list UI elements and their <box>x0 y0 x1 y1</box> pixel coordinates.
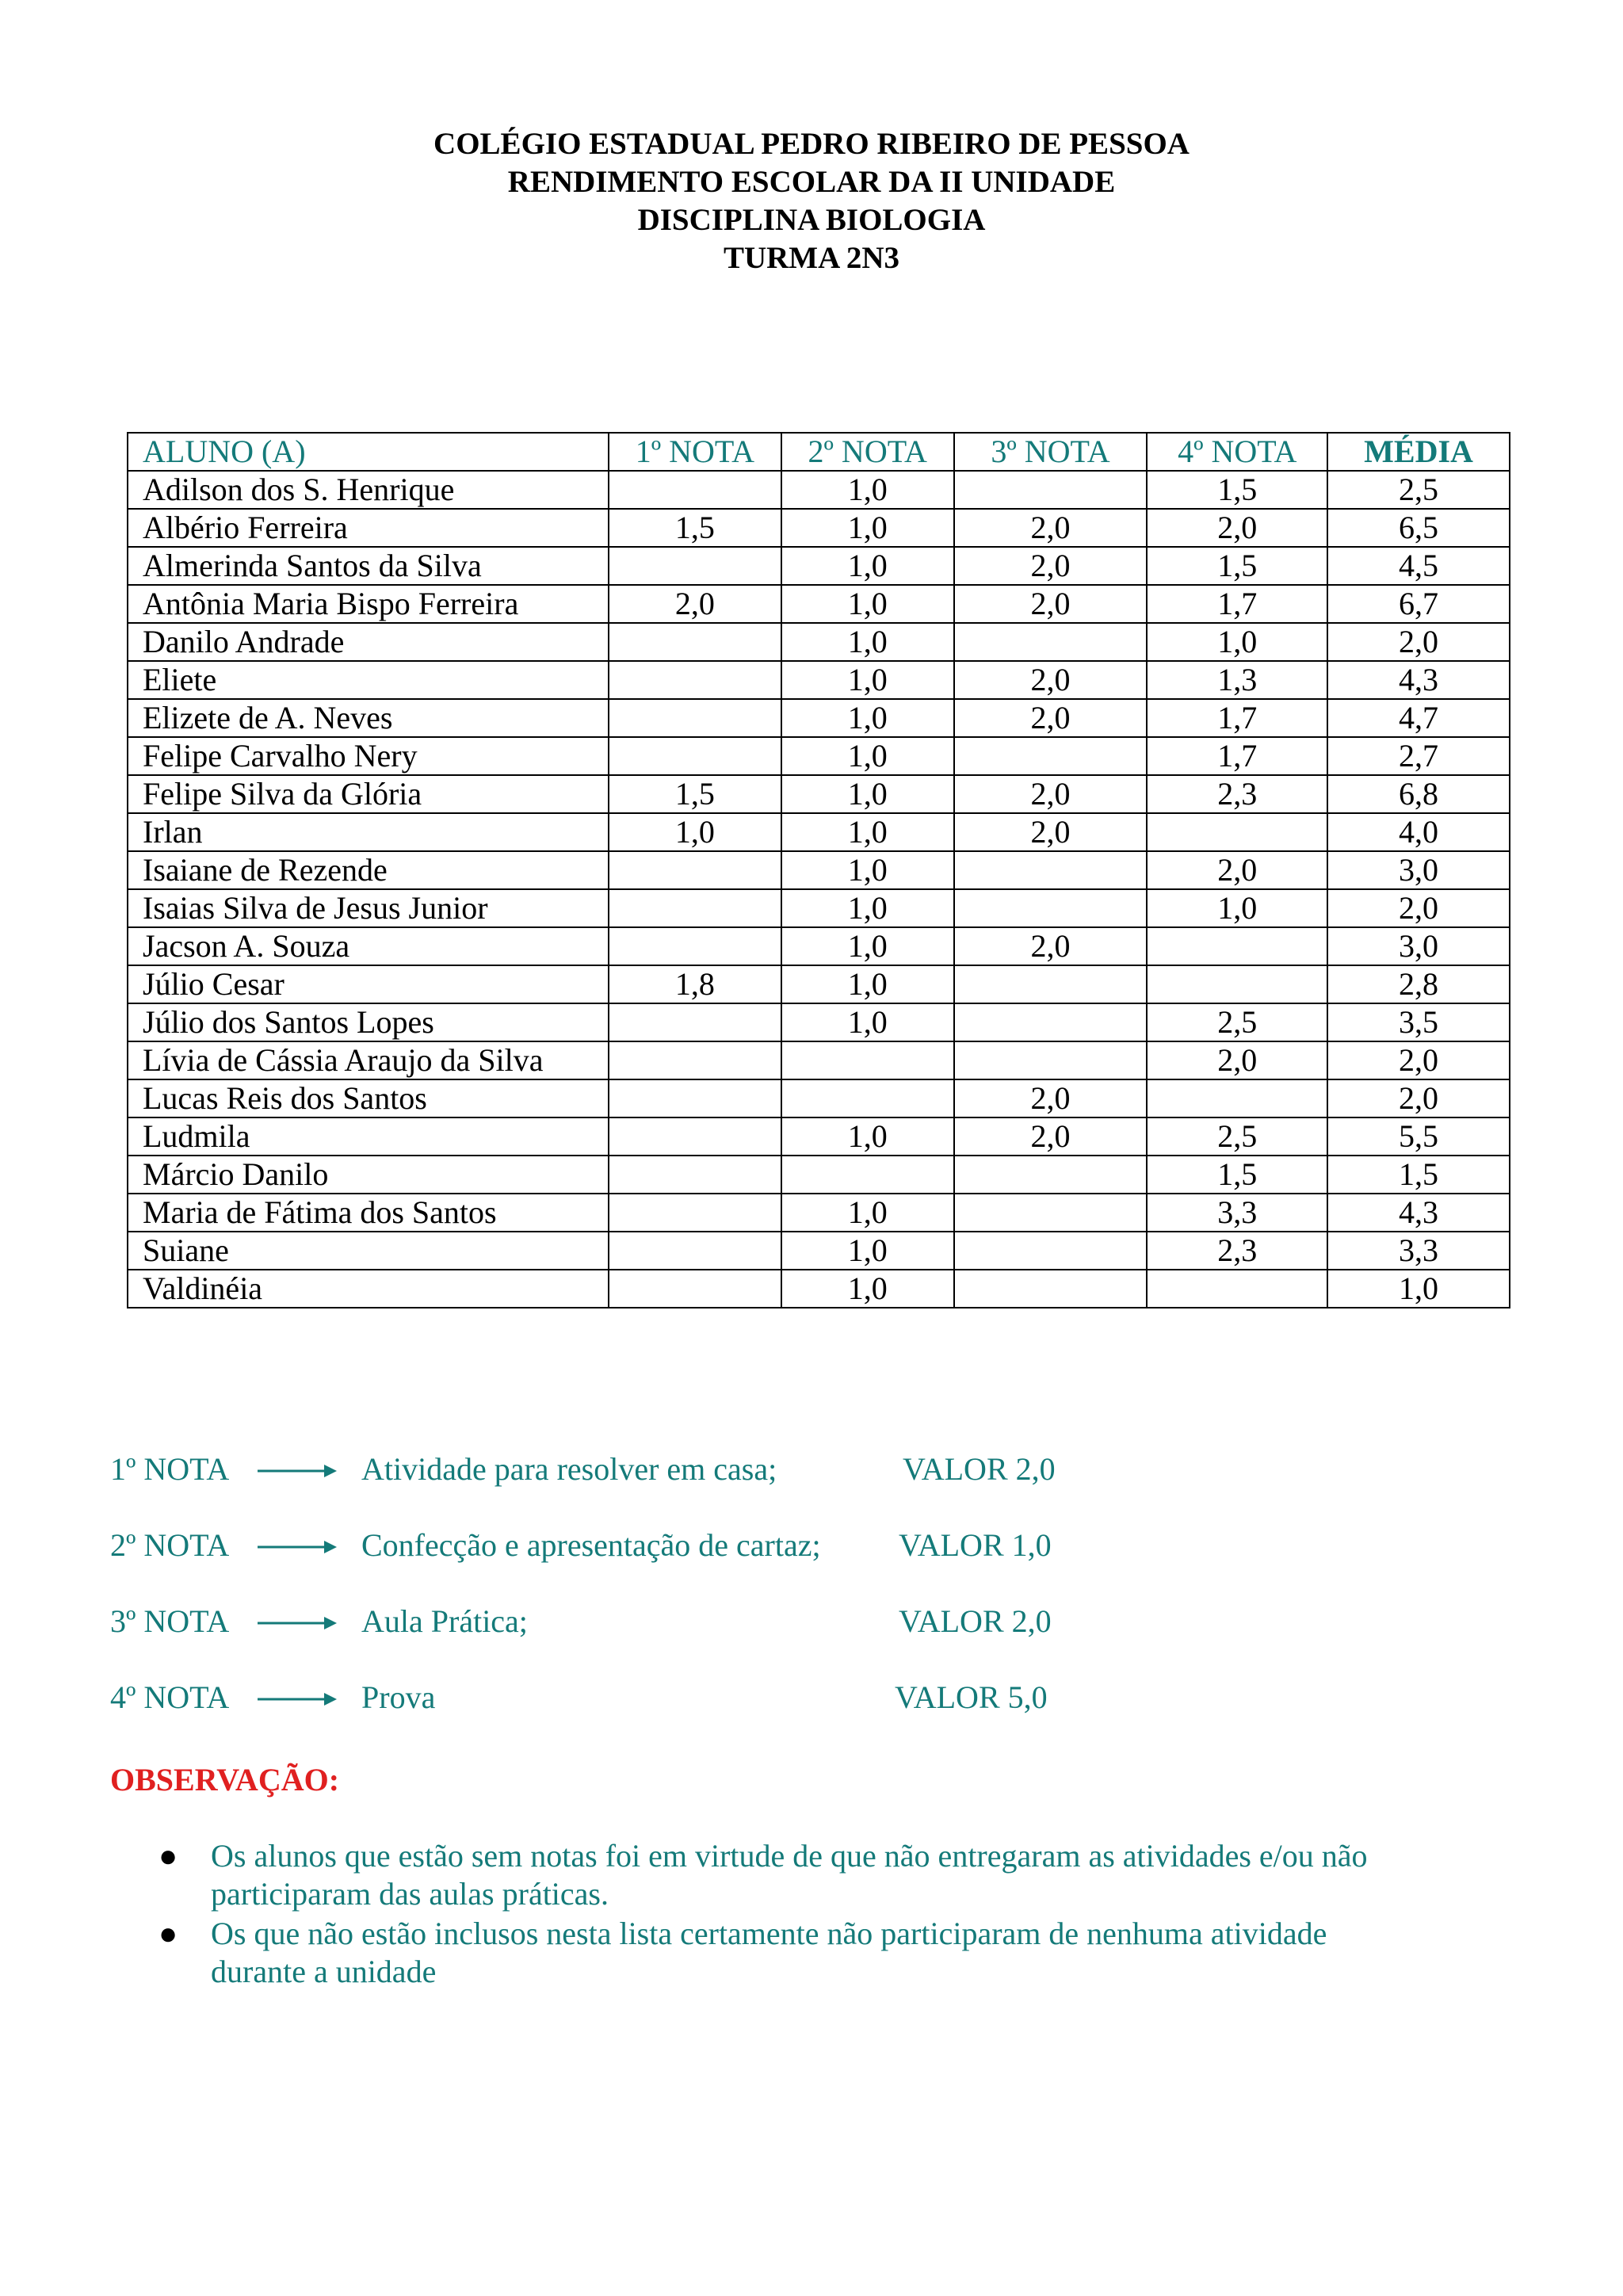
bullet-icon: ● <box>158 1838 178 1874</box>
average-cell: 4,3 <box>1327 1194 1510 1232</box>
grade-4-cell: 1,0 <box>1147 889 1327 927</box>
grade-3-cell: 2,0 <box>954 813 1148 851</box>
grade-3-cell <box>954 737 1148 775</box>
grade-1-cell <box>609 661 781 699</box>
table-row <box>128 1079 1510 1117</box>
grade-1-cell <box>609 1194 781 1232</box>
average-cell: 2,0 <box>1327 623 1510 661</box>
grade-3-cell: 2,0 <box>954 585 1148 623</box>
grade-2-cell: 1,0 <box>781 851 954 889</box>
grade-4-cell: 1,5 <box>1147 1156 1327 1194</box>
table-row <box>128 623 1510 661</box>
table-row <box>128 965 1510 1003</box>
grade-2-cell: 1,0 <box>781 699 954 737</box>
grade-1-cell <box>609 1232 781 1270</box>
average-cell: 2,5 <box>1327 471 1510 509</box>
observation-list <box>158 1837 1411 1992</box>
grade-1-cell <box>609 851 781 889</box>
grade-1-cell <box>609 927 781 965</box>
student-name-cell: Elizete de A. Neves <box>128 699 609 737</box>
observation-text: Os que não estão inclusos nesta lista certamente não participaram de nenhuma atividade durante a unidade <box>211 1916 1327 1989</box>
grade-3-cell <box>954 1041 1148 1079</box>
grade-2-cell: 1,0 <box>781 623 954 661</box>
grade-2-cell: 1,0 <box>781 661 954 699</box>
grades-table-body <box>128 471 1510 1308</box>
average-cell: 1,0 <box>1327 1270 1510 1308</box>
grade-1-cell <box>609 471 781 509</box>
table-row <box>128 1003 1510 1041</box>
grade-2-cell: 1,0 <box>781 471 954 509</box>
student-name-cell: Eliete <box>128 661 609 699</box>
average-cell: 3,0 <box>1327 927 1510 965</box>
grade-4-cell: 1,3 <box>1147 661 1327 699</box>
grade-1-cell: 1,5 <box>609 509 781 547</box>
header-student: ALUNO (A) <box>128 433 609 471</box>
student-name-cell: Ludmila <box>128 1117 609 1156</box>
grade-4-cell: 1,0 <box>1147 623 1327 661</box>
grade-2-cell: 1,0 <box>781 737 954 775</box>
table-row <box>128 1156 1510 1194</box>
grade-2-cell: 1,0 <box>781 965 954 1003</box>
grade-3-cell <box>954 851 1148 889</box>
table-row <box>128 775 1510 813</box>
average-cell: 5,5 <box>1327 1117 1510 1156</box>
student-name-cell: Isaiane de Rezende <box>128 851 609 889</box>
average-cell: 4,7 <box>1327 699 1510 737</box>
student-name-cell: Felipe Silva da Glória <box>128 775 609 813</box>
average-cell: 4,0 <box>1327 813 1510 851</box>
grade-1-cell <box>609 889 781 927</box>
legend-value: VALOR 5,0 <box>895 1679 1048 1715</box>
grade-2-cell: 1,0 <box>781 1194 954 1232</box>
grade-4-cell: 1,7 <box>1147 737 1327 775</box>
grade-1-cell <box>609 623 781 661</box>
grade-3-cell <box>954 889 1148 927</box>
average-cell: 4,5 <box>1327 547 1510 585</box>
arrow-right-icon <box>258 1614 337 1633</box>
grade-3-cell: 2,0 <box>954 547 1148 585</box>
grade-4-cell: 1,5 <box>1147 547 1327 585</box>
document-header <box>0 125 1623 277</box>
arrow-right-icon <box>258 1538 337 1557</box>
average-cell: 3,3 <box>1327 1232 1510 1270</box>
grade-2-cell <box>781 1079 954 1117</box>
average-cell: 2,0 <box>1327 1041 1510 1079</box>
grade-4-cell: 2,0 <box>1147 851 1327 889</box>
student-name-cell: Almerinda Santos da Silva <box>128 547 609 585</box>
student-name-cell: Júlio Cesar <box>128 965 609 1003</box>
legend-description: Prova <box>361 1679 436 1715</box>
grade-2-cell: 1,0 <box>781 889 954 927</box>
grade-3-cell <box>954 623 1148 661</box>
grade-3-cell: 2,0 <box>954 661 1148 699</box>
grade-3-cell: 2,0 <box>954 775 1148 813</box>
legend-label: 3º NOTA <box>110 1603 230 1639</box>
legend-row <box>110 1603 1299 1679</box>
legend-label: 2º NOTA <box>110 1527 230 1563</box>
legend-label: 4º NOTA <box>110 1679 230 1715</box>
student-name-cell: Márcio Danilo <box>128 1156 609 1194</box>
grade-1-cell: 1,0 <box>609 813 781 851</box>
grade-4-cell <box>1147 1270 1327 1308</box>
header-grade-2: 2º NOTA <box>781 433 954 471</box>
grade-1-cell <box>609 1003 781 1041</box>
average-cell: 6,8 <box>1327 775 1510 813</box>
grade-3-cell <box>954 1194 1148 1232</box>
grade-4-cell: 2,0 <box>1147 509 1327 547</box>
table-row <box>128 585 1510 623</box>
student-name-cell: Valdinéia <box>128 1270 609 1308</box>
grade-4-cell <box>1147 813 1327 851</box>
table-row <box>128 1041 1510 1079</box>
grade-2-cell: 1,0 <box>781 585 954 623</box>
legend-value: VALOR 2,0 <box>903 1451 1056 1487</box>
table-row <box>128 1270 1510 1308</box>
average-cell: 3,0 <box>1327 851 1510 889</box>
grade-3-cell <box>954 1270 1148 1308</box>
grade-2-cell: 1,0 <box>781 813 954 851</box>
legend-description: Confecção e apresentação de cartaz; <box>361 1527 821 1563</box>
grade-1-cell <box>609 1041 781 1079</box>
arrow-right-icon <box>258 1690 337 1709</box>
observation-item <box>158 1915 1411 1991</box>
legend-description: Atividade para resolver em casa; <box>361 1451 777 1487</box>
header-grade-4: 4º NOTA <box>1147 433 1327 471</box>
average-cell: 2,0 <box>1327 1079 1510 1117</box>
legend-row <box>110 1450 1299 1526</box>
grade-3-cell: 2,0 <box>954 927 1148 965</box>
table-row <box>128 509 1510 547</box>
average-cell: 2,0 <box>1327 889 1510 927</box>
grade-3-cell: 2,0 <box>954 699 1148 737</box>
grade-2-cell <box>781 1041 954 1079</box>
grade-2-cell <box>781 1156 954 1194</box>
student-name-cell: Jacson A. Souza <box>128 927 609 965</box>
class-title: TURMA 2N3 <box>723 241 900 275</box>
average-cell: 3,5 <box>1327 1003 1510 1041</box>
grade-4-cell: 2,3 <box>1147 1232 1327 1270</box>
legend-value: VALOR 1,0 <box>899 1527 1052 1563</box>
grade-2-cell: 1,0 <box>781 1003 954 1041</box>
grade-2-cell: 1,0 <box>781 1232 954 1270</box>
grade-2-cell: 1,0 <box>781 1270 954 1308</box>
table-row <box>128 547 1510 585</box>
grade-3-cell <box>954 1003 1148 1041</box>
legend-value: VALOR 2,0 <box>899 1603 1052 1639</box>
legend-row <box>110 1679 1299 1755</box>
grade-1-cell: 1,5 <box>609 775 781 813</box>
average-cell: 6,5 <box>1327 509 1510 547</box>
grade-1-cell <box>609 1079 781 1117</box>
grade-1-cell <box>609 547 781 585</box>
observation-item <box>158 1837 1411 1913</box>
grade-1-cell <box>609 737 781 775</box>
arrow-right-icon <box>258 1461 337 1480</box>
table-row <box>128 471 1510 509</box>
student-name-cell: Lucas Reis dos Santos <box>128 1079 609 1117</box>
table-row <box>128 1194 1510 1232</box>
table-row <box>128 737 1510 775</box>
grade-3-cell <box>954 1156 1148 1194</box>
grade-4-cell: 2,3 <box>1147 775 1327 813</box>
grade-1-cell <box>609 1117 781 1156</box>
legend-description: Aula Prática; <box>361 1603 528 1639</box>
grade-4-cell: 1,7 <box>1147 585 1327 623</box>
grade-4-cell <box>1147 927 1327 965</box>
observation-text: Os alunos que estão sem notas foi em virtude de que não entregaram as atividades e/ou não participaram das aulas práticas. <box>211 1838 1368 1912</box>
grade-3-cell: 2,0 <box>954 509 1148 547</box>
grade-4-cell: 2,0 <box>1147 1041 1327 1079</box>
student-name-cell: Suiane <box>128 1232 609 1270</box>
student-name-cell: Lívia de Cássia Araujo da Silva <box>128 1041 609 1079</box>
grade-1-cell: 2,0 <box>609 585 781 623</box>
table-row <box>128 851 1510 889</box>
report-title: RENDIMENTO ESCOLAR DA II UNIDADE <box>507 165 1116 199</box>
grade-4-cell: 2,5 <box>1147 1003 1327 1041</box>
table-row <box>128 927 1510 965</box>
legend-label: 1º NOTA <box>110 1451 230 1487</box>
average-cell: 4,3 <box>1327 661 1510 699</box>
subject-title: DISCIPLINA BIOLOGIA <box>637 203 986 237</box>
grade-4-cell: 3,3 <box>1147 1194 1327 1232</box>
legend-row <box>110 1526 1299 1603</box>
grade-3-cell: 2,0 <box>954 1117 1148 1156</box>
table-row <box>128 1232 1510 1270</box>
average-cell: 1,5 <box>1327 1156 1510 1194</box>
student-name-cell: Albério Ferreira <box>128 509 609 547</box>
grade-1-cell <box>609 1270 781 1308</box>
grade-2-cell: 1,0 <box>781 547 954 585</box>
student-name-cell: Irlan <box>128 813 609 851</box>
table-header-row <box>128 433 1510 471</box>
bullet-icon: ● <box>158 1916 178 1951</box>
table-row <box>128 699 1510 737</box>
table-row <box>128 889 1510 927</box>
grade-1-cell <box>609 699 781 737</box>
grade-2-cell: 1,0 <box>781 775 954 813</box>
grade-4-cell: 1,5 <box>1147 471 1327 509</box>
student-name-cell: Felipe Carvalho Nery <box>128 737 609 775</box>
average-cell: 2,7 <box>1327 737 1510 775</box>
grade-2-cell: 1,0 <box>781 1117 954 1156</box>
student-name-cell: Júlio dos Santos Lopes <box>128 1003 609 1041</box>
student-name-cell: Isaias Silva de Jesus Junior <box>128 889 609 927</box>
school-name: COLÉGIO ESTADUAL PEDRO RIBEIRO DE PESSOA <box>433 127 1190 161</box>
grade-legend <box>110 1450 1299 1755</box>
average-cell: 6,7 <box>1327 585 1510 623</box>
grade-3-cell: 2,0 <box>954 1079 1148 1117</box>
table-row <box>128 813 1510 851</box>
average-cell: 2,8 <box>1327 965 1510 1003</box>
grade-3-cell <box>954 965 1148 1003</box>
header-average: MÉDIA <box>1327 433 1510 471</box>
student-name-cell: Adilson dos S. Henrique <box>128 471 609 509</box>
observation-title: OBSERVAÇÃO: <box>110 1762 340 1797</box>
grades-table <box>127 432 1510 1308</box>
grade-1-cell <box>609 1156 781 1194</box>
header-grade-1: 1º NOTA <box>609 433 781 471</box>
student-name-cell: Maria de Fátima dos Santos <box>128 1194 609 1232</box>
grade-3-cell <box>954 1232 1148 1270</box>
student-name-cell: Antônia Maria Bispo Ferreira <box>128 585 609 623</box>
grade-1-cell: 1,8 <box>609 965 781 1003</box>
table-row <box>128 1117 1510 1156</box>
grade-4-cell: 2,5 <box>1147 1117 1327 1156</box>
grade-2-cell: 1,0 <box>781 509 954 547</box>
grade-3-cell <box>954 471 1148 509</box>
grade-4-cell <box>1147 965 1327 1003</box>
grade-4-cell <box>1147 1079 1327 1117</box>
student-name-cell: Danilo Andrade <box>128 623 609 661</box>
grade-4-cell: 1,7 <box>1147 699 1327 737</box>
header-grade-3: 3º NOTA <box>954 433 1148 471</box>
grade-2-cell: 1,0 <box>781 927 954 965</box>
table-row <box>128 661 1510 699</box>
